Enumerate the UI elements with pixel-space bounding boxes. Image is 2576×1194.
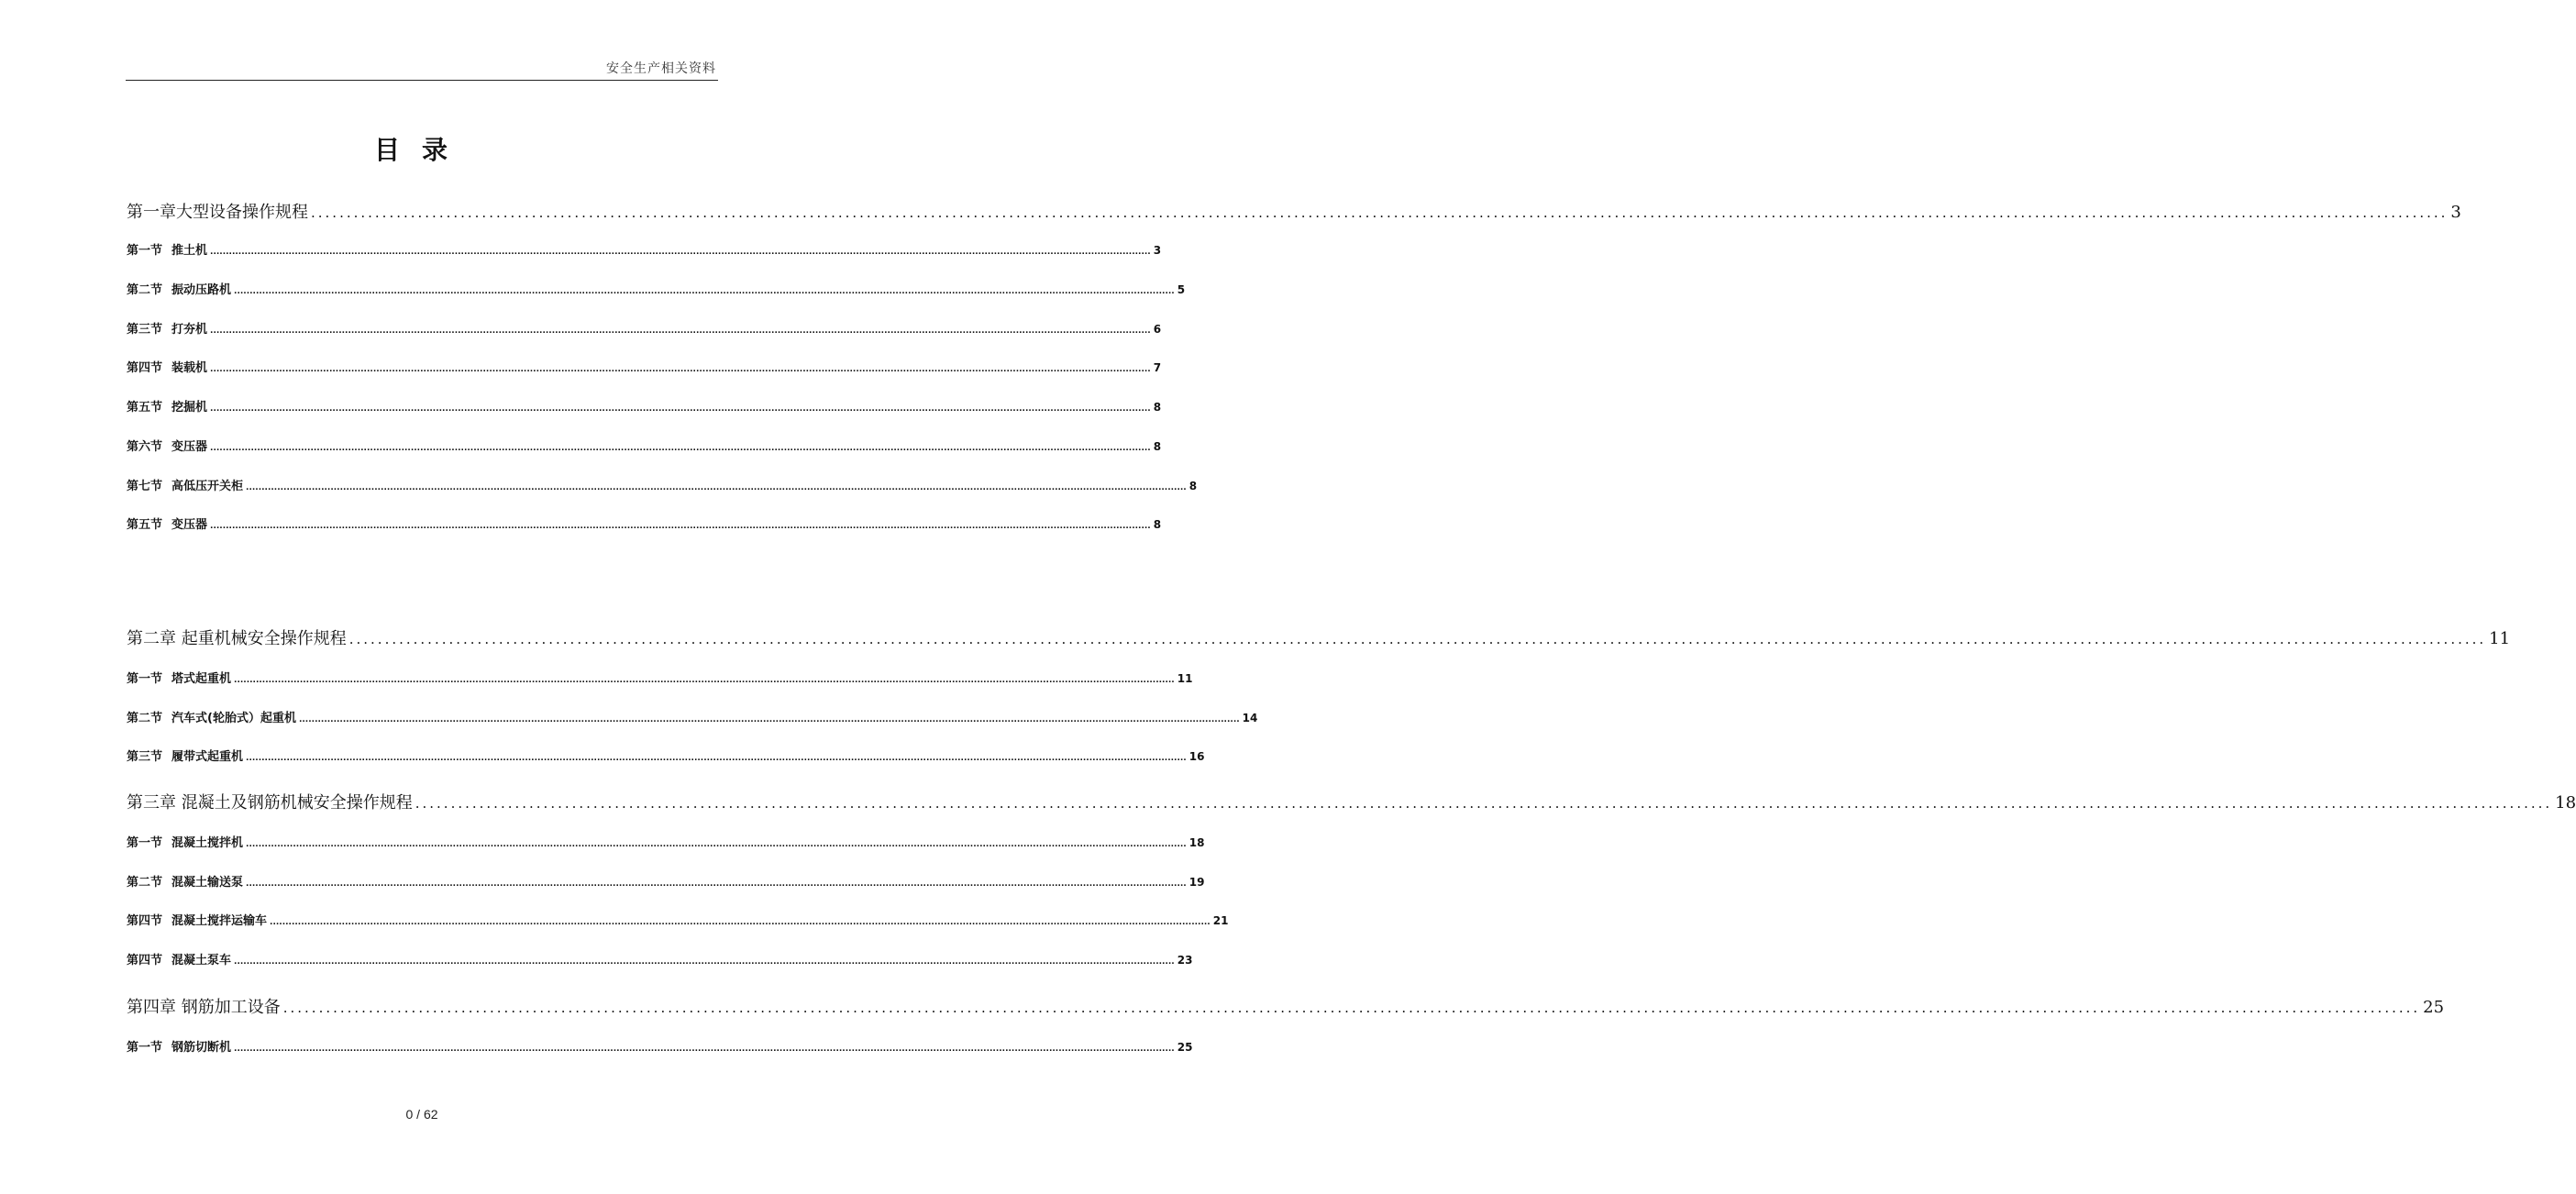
toc-page-number: 11 <box>1177 672 1193 685</box>
toc-page-number: 21 <box>1212 914 1229 927</box>
toc-section-entry[interactable] <box>127 397 1162 415</box>
header-text: 安全生产相关资料 <box>606 61 716 76</box>
toc-entry-number: 第一节 <box>127 672 163 686</box>
toc-page-number: 3 <box>2450 203 2461 222</box>
toc-entry-label: 混凝土泵车 <box>171 954 232 967</box>
toc-entry-label: 挖掘机 <box>171 401 208 415</box>
toc-page-number: 25 <box>1177 1041 1193 1054</box>
toc-dot-leader: ............................................................................................................................................................................................................................................................................................................ <box>210 444 1151 453</box>
toc-entry-label: 混凝土搅拌机 <box>171 836 244 850</box>
toc-dot-leader: ............................................................................................................................................................................................................................................................................................................ <box>234 676 1175 685</box>
toc-entry-label: 钢筋切断机 <box>171 1041 232 1055</box>
toc-section-entry[interactable] <box>127 872 1205 890</box>
toc-page-number: 14 <box>1242 712 1258 724</box>
toc-dot-leader: ............................................................................................................................................................................................................................................................................................................ <box>298 715 1240 724</box>
toc-page-number: 8 <box>1153 440 1162 453</box>
toc-dot-leader: ............................................................................................................................................................................................................................................................................................................ <box>210 248 1151 257</box>
page-header <box>126 59 718 81</box>
toc-entry-number: 第五节 <box>127 518 163 532</box>
toc-section-entry[interactable] <box>127 708 1258 725</box>
toc-dot-leader: ............................................................................................................................................................................................................................................................................................................ <box>348 631 2487 647</box>
toc-dot-leader: ............................................................................................................................................................................................................................................................................................................ <box>246 754 1187 763</box>
toc-entry-label: 变压器 <box>171 440 208 454</box>
toc-dot-leader: ............................................................................................................................................................................................................................................................................................................ <box>234 1045 1175 1054</box>
toc-entry-label: 塔式起重机 <box>171 672 232 686</box>
toc-dot-leader: ............................................................................................................................................................................................................................................................................................................ <box>415 795 2553 812</box>
toc-page-number: 8 <box>1153 518 1162 531</box>
toc-entry-number: 第七节 <box>127 480 163 493</box>
toc-dot-leader: ............................................................................................................................................................................................................................................................................................................ <box>270 918 1211 927</box>
toc-dot-leader: ............................................................................................................................................................................................................................................................................................................ <box>282 1000 2421 1016</box>
toc-dot-leader: ............................................................................................................................................................................................................................................................................................................ <box>234 957 1175 967</box>
toc-section-entry[interactable] <box>127 319 1162 337</box>
toc-entry-label: 履带式起重机 <box>171 750 244 764</box>
toc-page-number: 25 <box>2423 998 2445 1017</box>
toc-entry-number: 第一节 <box>127 836 163 850</box>
toc-section-entry[interactable] <box>127 669 1193 686</box>
toc-page-number: 5 <box>1177 283 1186 296</box>
toc-section-entry[interactable] <box>127 280 1186 297</box>
toc-entry-label: 推土机 <box>171 244 208 258</box>
toc-page-number: 11 <box>2489 629 2511 648</box>
toc-entry-number: 第四节 <box>127 361 163 375</box>
toc-section-entry[interactable] <box>127 240 1162 258</box>
toc-dot-leader: ............................................................................................................................................................................................................................................................................................................ <box>246 483 1187 492</box>
toc-entry-label: 振动压路机 <box>171 283 232 297</box>
toc-section-entry[interactable] <box>127 437 1162 454</box>
toc-entry-number: 第二节 <box>127 712 163 725</box>
toc-dot-leader: ............................................................................................................................................................................................................................................................................................................ <box>246 840 1187 849</box>
toc-entry-label: 第四章 钢筋加工设备 <box>127 998 281 1017</box>
toc-page-number: 8 <box>1188 480 1198 492</box>
toc-section-entry[interactable] <box>127 1037 1193 1055</box>
toc-section-entry[interactable] <box>127 514 1162 532</box>
toc-dot-leader: ............................................................................................................................................................................................................................................................................................................ <box>234 287 1175 296</box>
toc-entry-number: 第三节 <box>127 323 163 337</box>
toc-page-number: 23 <box>1177 954 1193 967</box>
toc-page-number: 3 <box>1153 244 1162 257</box>
toc-chapter-entry[interactable] <box>127 625 2511 649</box>
toc-page-number: 7 <box>1153 361 1162 374</box>
toc-section-entry[interactable] <box>127 476 1198 493</box>
toc-section-entry[interactable] <box>127 833 1205 850</box>
toc-entry-number: 第六节 <box>127 440 163 454</box>
toc-entry-label: 高低压开关柜 <box>171 480 244 493</box>
toc-section-entry[interactable] <box>127 746 1205 764</box>
page-footer: 0 / 62 <box>405 1107 438 1122</box>
toc-entry-label: 第二章 起重机械安全操作规程 <box>127 629 347 648</box>
toc-entry-number: 第二节 <box>127 876 163 890</box>
toc-chapter-entry[interactable] <box>127 790 2576 813</box>
toc-page-number: 16 <box>1188 750 1205 763</box>
toc-page-number: 6 <box>1153 323 1162 336</box>
toc-section-entry[interactable] <box>127 911 1229 928</box>
toc-entry-number: 第一节 <box>127 1041 163 1055</box>
toc-entry-number: 第四节 <box>127 914 163 928</box>
toc-page-number: 18 <box>2555 793 2576 813</box>
toc-section-entry[interactable] <box>127 950 1193 967</box>
toc-dot-leader: ............................................................................................................................................................................................................................................................................................................ <box>210 326 1151 336</box>
toc-dot-leader: ............................................................................................................................................................................................................................................................................................................ <box>210 522 1151 531</box>
toc-entry-label: 混凝土搅拌运输车 <box>171 914 268 928</box>
toc-section-entry[interactable] <box>127 358 1162 375</box>
toc-page-number: 8 <box>1153 401 1162 414</box>
toc-entry-label: 汽车式(轮胎式）起重机 <box>171 712 296 725</box>
toc-page-number: 18 <box>1188 836 1205 849</box>
toc-chapter-entry[interactable] <box>127 994 2445 1018</box>
toc-chapter-entry[interactable] <box>127 199 2461 223</box>
toc-entry-label: 变压器 <box>171 518 208 532</box>
toc-entry-number: 第四节 <box>127 954 163 967</box>
toc-entry-label: 打夯机 <box>171 323 208 337</box>
toc-entry-number: 第三节 <box>127 750 163 764</box>
toc-dot-leader: ............................................................................................................................................................................................................................................................................................................ <box>246 879 1187 889</box>
toc-entry-number: 第二节 <box>127 283 163 297</box>
toc-dot-leader: ............................................................................................................................................................................................................................................................................................................ <box>311 205 2449 221</box>
toc-entry-label: 混凝土输送泵 <box>171 876 244 890</box>
toc-dot-leader: ............................................................................................................................................................................................................................................................................................................ <box>210 404 1151 414</box>
toc-entry-label: 第一章大型设备操作规程 <box>127 203 308 222</box>
toc-title: 目录 <box>373 135 470 165</box>
toc-entry-number: 第一节 <box>127 244 163 258</box>
toc-entry-number: 第五节 <box>127 401 163 415</box>
toc-page-number: 19 <box>1188 876 1205 889</box>
toc-entry-label: 装载机 <box>171 361 208 375</box>
toc-dot-leader: ............................................................................................................................................................................................................................................................................................................ <box>210 365 1151 374</box>
toc-entry-label: 第三章 混凝土及钢筋机械安全操作规程 <box>127 793 413 813</box>
